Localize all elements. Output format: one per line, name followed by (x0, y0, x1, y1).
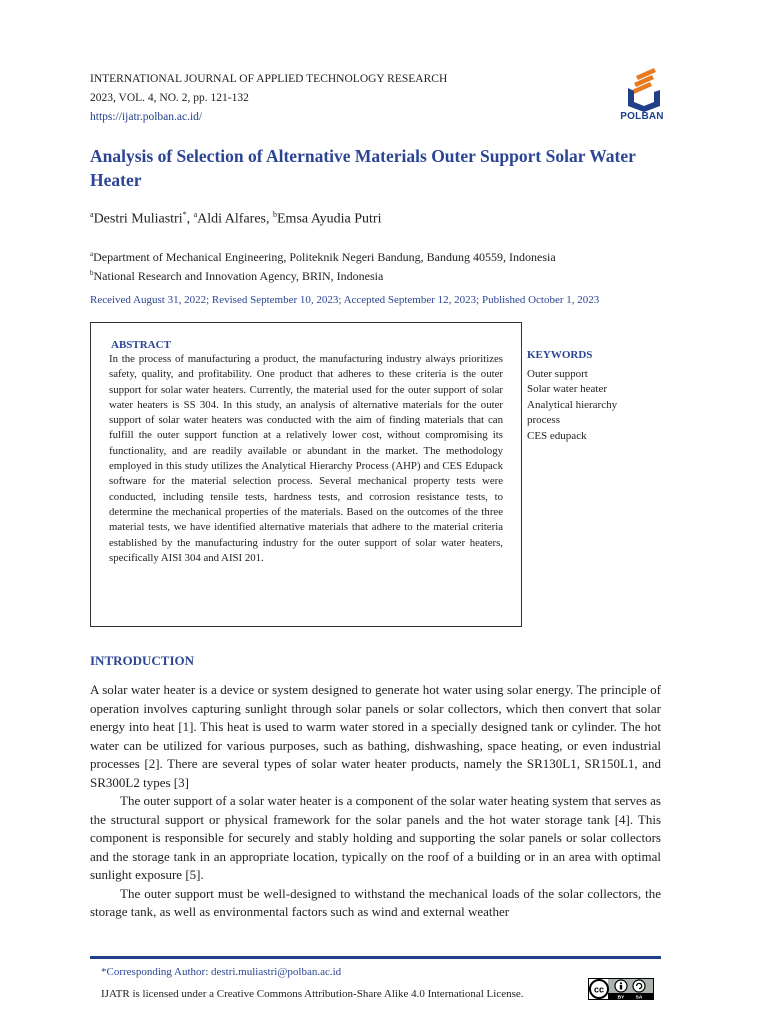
journal-url-link[interactable]: https://ijatr.polban.ac.id/ (90, 111, 203, 123)
author-name[interactable]: Aldi Alfares (197, 211, 266, 227)
cc-sa-label: SA (635, 995, 643, 1000)
keywords-heading: KEYWORDS (527, 349, 593, 361)
paragraph: A solar water heater is a device or system designed to generate hot water using solar energy. The principle of operation involves capturing sunlight through solar panels or solar collectors, which then convert that solar energy into heat [1]. This heat is used to warm water stored in a specially designed tank or cylinder. The hot water can be utilized for various purposes, such as bathing, dishwashing, space heating, or even industrial processes [2]. There are several types of solar water heater products, namely the SR130L1, SR150L1, and SR300L2 types [3] (90, 682, 661, 790)
keyword-item: Solar water heater (527, 383, 608, 395)
abstract-heading: ABSTRACT (111, 339, 171, 351)
journal-name: INTERNATIONAL JOURNAL OF APPLIED TECHNOLOGY RESEARCH (90, 73, 448, 85)
article-title: Analysis of Selection of Alternative Materials Outer Support Solar Water Heater (90, 146, 636, 190)
journal-issue: 2023, VOL. 4, NO. 2, pp. 121-132 (90, 92, 249, 104)
footer-divider (90, 956, 661, 959)
author-name[interactable]: Emsa Ayudia Putri (277, 211, 382, 227)
journal-header (90, 70, 447, 127)
paragraph: The outer support of a solar water heater is a component of the solar water heating system that serves as the structural support or physical framework for the solar panels and the hot water storage tank [4]. This component is responsible for securely and stably holding and supporting the solar panels or solar collectors and the storage tank in an appropriate location, typically on the roof of a building or in an area with optimal sunlight exposure [5]. (90, 793, 661, 882)
introduction-body (90, 681, 661, 922)
keyword-item: Outer support (527, 367, 588, 380)
publication-dates: Received August 31, 2022; Revised September 10, 2023; Accepted September 12, 2023; Published October 1, 2023 (90, 294, 600, 306)
author-name[interactable]: Destri Muliastri (93, 211, 183, 227)
affiliation-b: $^b$National Research and Innovation Agency, BRIN, Indonesia (90, 269, 384, 283)
introduction-heading: INTRODUCTION (90, 653, 195, 668)
cc-by-label: BY (617, 995, 625, 1000)
license-text: IJATR is licensed under a Creative Commons Attribution-Share Alike 4.0 International License. (101, 988, 524, 1000)
corresponding-author[interactable]: *Corresponding Author: destri.muliastri@polban.ac.id (101, 966, 342, 978)
keywords-panel (527, 348, 617, 444)
cc-by-sa-badge-icon[interactable] (588, 978, 654, 1000)
affiliation-a: $^a$Department of Mechanical Engineering, Politeknik Negeri Bandung, Bandung 40559, Indonesia (90, 250, 556, 264)
affiliations (90, 246, 556, 284)
keyword-item: process (527, 414, 560, 426)
author-list: $^a$Destri Muliastri*, $^a$Aldi Alfares, $^b$Emsa Ayudia Putri (90, 210, 382, 227)
polban-logo-text: POLBAN (620, 111, 664, 122)
abstract-box (90, 322, 522, 627)
keyword-item: Analytical hierarchy (527, 398, 618, 411)
paragraph: The outer support must be well-designed to withstand the mechanical loads of the solar collectors, the storage tank, as well as environmental factors such as wind and external weather (90, 885, 661, 919)
svg-text:cc: cc (593, 984, 605, 995)
abstract-text: In the process of manufacturing a product, the manufacturing industry always prioritizes safety, quality, and profitability. One product that adheres to these criteria is the outer support for solar water heaters. Currently, the material used for the outer support of solar water heaters is SS 304. In this study, an analysis of alternative materials for the outer support of solar water heaters was conducted with the aim of finding materials that can fulfill the outer support function at a relatively lower cost, without compromising its functionality, and are readily available or abundant in the market. The methodology employed in this study utilizes the Analytical Hierarchy Process (AHP) and CES Edupack software for the material selection process. Several mechanical property tests were conducted, including tensile tests, hardness tests, and corrosion resistance tests, to determine the mechanical properties of the materials. Based on the outcomes of the three material tests, we have identified alternative materials that adhere to the material criteria established by the manufacturing industry for the outer support of solar water heaters, specifically AISI 304 and AISI 201. (109, 353, 503, 564)
keyword-item: CES edupack (527, 429, 587, 442)
